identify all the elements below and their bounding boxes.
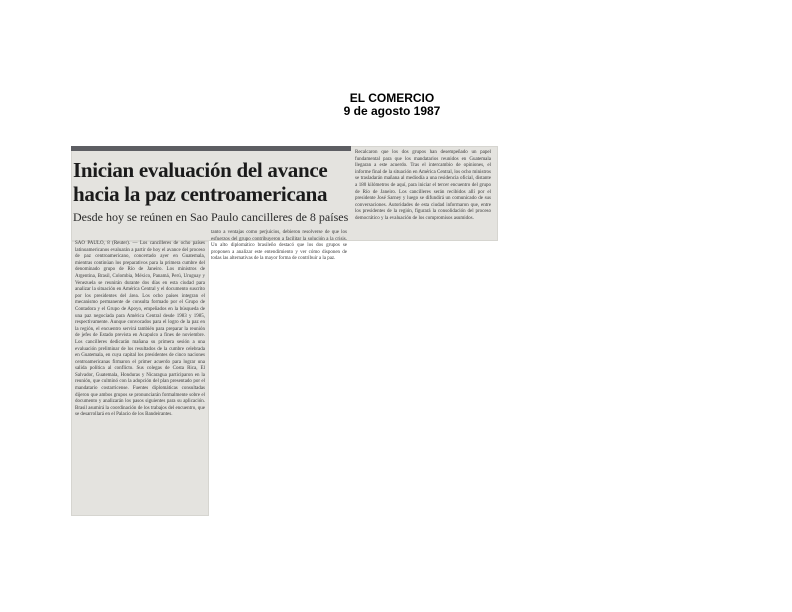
newspaper-name: EL COMERCIO <box>349 91 435 105</box>
headline-line-1: Inician evaluación del avance <box>73 158 328 182</box>
article-column-2-text: tanto a ventajas como perjuicios, debieron resolverse de que los esfuerzos del grupo contribuyeron a facilitar la solución a la crisis. Un alto diplomático brasileño destacó que los dos grupos se proponen a analizar este entendimiento y ver cómo disponen de todas las alternativas de la mayor forma de contribuir a la paz. <box>211 230 347 262</box>
article-column-3 <box>355 150 495 238</box>
clipping-date: 9 de agosto 1987 <box>343 104 441 118</box>
article-column-3-text: Recalcaron que los dos grupos han desempeñado un papel fundamental para que los mandatarios reunidos en Guatemala llegaran a este acuerdo. Tras el intercambio de opiniones, el informe final de la situación en América Central, los ocho ministros se trasladarán mañana al mediodía a una residencia oficial, distante a 180 kilómetros de aquí, para iniciar el tercer encuentro del grupo de Río de Janeiro. Los cancilleres serán recibidos allí por el presidente José Sarney y luego se difundirá un comunicado de sus conversaciones. Autoridades de esta ciudad informaron que, entre los presidentes de la región, figurará la consolidación del proceso democrático y la evaluación de los compromisos asumidos. <box>355 150 491 221</box>
headline-line-2: hacia la paz centroamericana <box>73 182 328 206</box>
article-column-2 <box>211 230 347 262</box>
clipping-top-band <box>71 146 351 151</box>
newspaper-clipping <box>71 146 498 262</box>
article-column-1-text: SAO PAULO, 8 (Reuter). — Los cancilleres de ocho países latinoamericanos evaluarán a partir de hoy el avance del proceso de paz centroamericano, concertado ayer en Guatemala, mientras continúan los preparativos para la primera cumbre del denominado grupo de Río de Janeiro. Los ministros de Argentina, Brasil, Colombia, México, Panamá, Perú, Uruguay y Venezuela se reunirán durante dos días en esta ciudad para analizar la situación en América Central y el documento suscrito por los presidentes del área. Los ocho países integran el mecanismo permanente de consulta formado por el Grupo de Contadora y el Grupo de Apoyo, empeñados en la búsqueda de una paz negociada para América Central desde 1983 y 1985, respectivamente. Aunque convocados para el logro de la paz en la región, el encuentro servirá también para preparar la reunión de jefes de Estado prevista en Acapulco a fines de noviembre. Los cancilleres dedicarán mañana su primera sesión a una evaluación preliminar de los resultados de la cumbre celebrada en Guatemala, en cuya capital los presidentes de cinco naciones centroamericanas firmaron el primer acuerdo para lograr una salida política al conflicto. Sus colegas de Costa Rica, El Salvador, Guatemala, Honduras y Nicaragua participaron en la reunión, que culminó con la adopción del plan presentado por el mandatario costarricense. Fuentes diplomáticas consultadas dijeron que ambos grupos se pronunciarán formalmente sobre el documento y analizarán los pasos siguientes para su aplicación. Brasil asumirá la coordinación de los trabajos del encuentro, que se desarrollará en el Palacio de los Bandeirantes. <box>75 241 205 418</box>
newspaper-clipping-column <box>71 241 209 516</box>
subheadline: Desde hoy se reúnen en Sao Paulo cancilleres de 8 países <box>73 210 349 224</box>
